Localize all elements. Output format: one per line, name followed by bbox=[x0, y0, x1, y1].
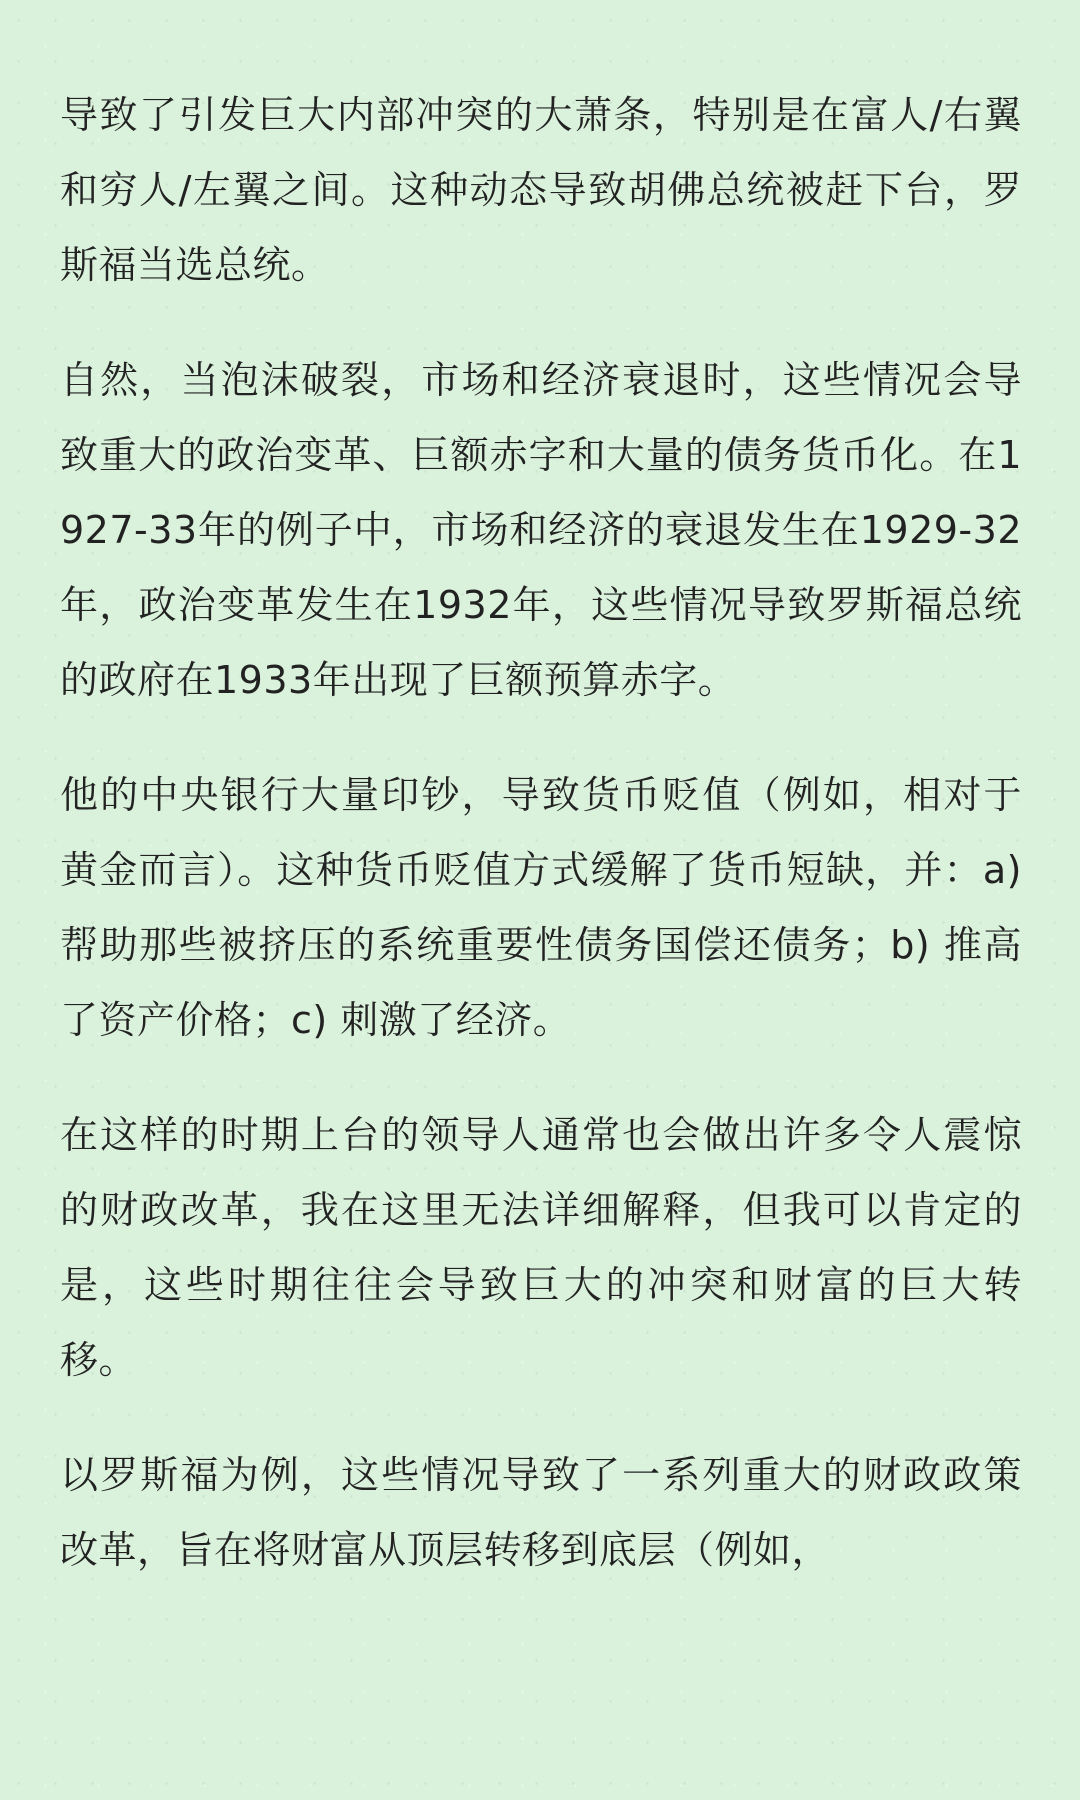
paragraph-3: 他的中央银行大量印钞，导致货币贬值（例如，相对于黄金而言）。这种货币贬值方式缓解了货币短缺，并：a) 帮助那些被挤压的系统重要性债务国偿还债务；b) 推高了资产价格；c) 刺激了经济。 bbox=[60, 773, 1022, 1042]
paragraph-5: 以罗斯福为例，这些情况导致了一系列重大的财政政策改革，旨在将财富从顶层转移到底层（例如， bbox=[60, 1453, 1022, 1572]
paragraph-2: 自然，当泡沫破裂，市场和经济衰退时，这些情况会导致重大的政治变革、巨额赤字和大量的债务货币化。在1927-33年的例子中，市场和经济的衰退发生在1929-32年，政治变革发生在1932年，这些情况导致罗斯福总统的政府在1933年出现了巨额预算赤字。 bbox=[60, 358, 1022, 702]
paragraph-4: 在这样的时期上台的领导人通常也会做出许多令人震惊的财政改革，我在这里无法详细解释，但我可以肯定的是，这些时期往往会导致巨大的冲突和财富的巨大转移。 bbox=[60, 1113, 1022, 1382]
paragraph-1: 导致了引发巨大内部冲突的大萧条，特别是在富人/右翼和穷人/左翼之间。这种动态导致胡佛总统被赶下台，罗斯福当选总统。 bbox=[60, 93, 1022, 287]
